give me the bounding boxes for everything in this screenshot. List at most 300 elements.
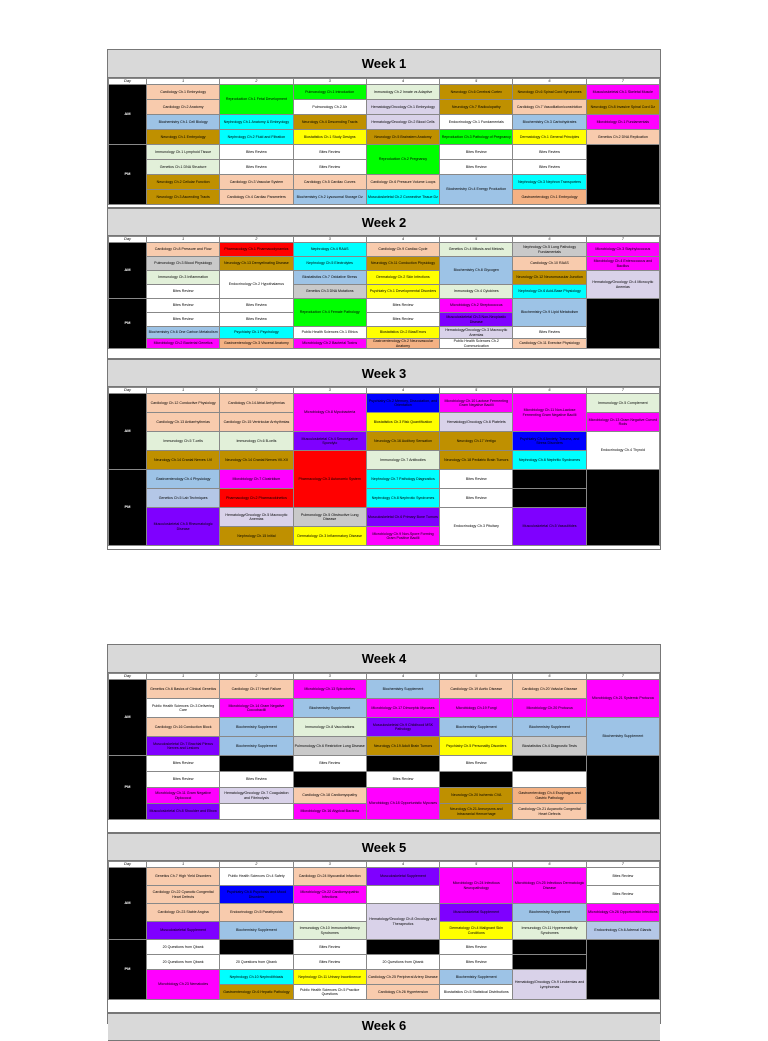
schedule-cell[interactable]: Neurology Ch.1 Embryology (147, 130, 220, 145)
day-label: Day (109, 388, 147, 394)
schedule-cell[interactable]: Bites Review (440, 940, 513, 955)
schedule-cell[interactable]: Gastroenterology Ch.1 Embryology (513, 190, 586, 205)
schedule-cell[interactable]: Public Health Sciences Ch.2 Communication (440, 339, 513, 349)
day-number: 4 (366, 388, 439, 394)
schedule-cell[interactable]: Cardiology Ch.21 Acyanotic Congenital Heart Defects (513, 804, 586, 820)
schedule-cell (366, 886, 439, 904)
schedule-cell[interactable]: Pharmacology Ch.3 Autonomic System (293, 451, 366, 508)
schedule-cell[interactable]: Microbiology Ch.24 Infectious Neuropathology (440, 868, 513, 904)
schedule-cell[interactable]: Neurology Ch.14 Cranial Nerves VII-XII (220, 451, 293, 470)
schedule-cell[interactable]: Cardiology Ch.22 Cyanotic Congenital Heart Defects (147, 886, 220, 904)
week-2-schedule (108, 236, 660, 349)
schedule-cell[interactable]: Musculoskeletal Ch.6 Primary Bone Tumors (366, 508, 439, 527)
day-number: 5 (440, 862, 513, 868)
week-5-title: Week 5 (108, 834, 660, 861)
schedule-cell[interactable]: Psychiatry Ch.1 Developmental Disorders (366, 285, 439, 299)
schedule-cell[interactable]: Cardiology Ch.3 Vascular System (220, 175, 293, 190)
schedule-cell[interactable]: Cardiology Ch.11 Exercise Physiology (513, 339, 586, 349)
schedule-cell[interactable]: Gastroenterology Ch.2 Neurovascular Anatomy (366, 339, 439, 349)
schedule-cell[interactable]: Bites Review (513, 327, 586, 339)
schedule-cell[interactable]: Cardiology Ch.10 RAAS (513, 257, 586, 271)
day-number: 5 (440, 237, 513, 243)
schedule-cell[interactable]: Neurology Ch.7 Radiculopathy (440, 100, 513, 115)
schedule-cell[interactable]: Bites Review (586, 868, 659, 886)
schedule-cell[interactable]: Immunology Ch.4 Cytokines (440, 285, 513, 299)
schedule-cell[interactable]: Cardiology Ch.12 Conductive Physiology (147, 394, 220, 413)
schedule-cell[interactable]: Microbiology Ch.21 Systemic Protozoa (586, 680, 659, 718)
day-number: 1 (147, 674, 220, 680)
day-number: 2 (220, 237, 293, 243)
day-number: 7 (586, 674, 659, 680)
schedule-cell[interactable]: Biochemistry Supplement (220, 718, 293, 737)
schedule-cell[interactable]: Immunology Ch.1 Lymphoid Tissue (147, 145, 220, 160)
day-number: 3 (293, 862, 366, 868)
schedule-cell[interactable]: Pulmonology Ch.3 Blood Physiology (147, 257, 220, 271)
schedule-cell[interactable]: Microbiology Ch.20 Protozoa (513, 699, 586, 718)
schedule-cell[interactable]: Endocrinology Ch.1 Fundamentals (440, 115, 513, 130)
schedule-cell[interactable]: Cardiology Ch.25 Peripheral Artery Disease (366, 970, 439, 985)
day-label: Day (109, 674, 147, 680)
schedule-cell[interactable]: Endocrinology Ch.4 Thyroid (586, 432, 659, 470)
day-label: Day (109, 862, 147, 868)
schedule-cell[interactable]: Biochemistry Ch.2 Lysosomal Storage Dz (293, 190, 366, 205)
schedule-cell[interactable]: Immunology Ch.8 Vaccinations (293, 718, 366, 737)
schedule-cell[interactable]: Genetics Ch.3 DNA Mutations (293, 285, 366, 299)
schedule-cell[interactable]: Bites Review (220, 313, 293, 327)
schedule-cell[interactable]: Dermatology Ch.3 Inflammatory Disease (293, 527, 366, 546)
schedule-cell[interactable]: Microbiology Ch.13 Spirochetes (293, 680, 366, 699)
week-4-block (107, 644, 661, 833)
schedule-cell[interactable]: Neurology Ch.17 Vertigo (440, 432, 513, 451)
schedule-cell[interactable]: Bites Review (440, 470, 513, 489)
schedule-cell[interactable]: Microbiology Ch.16 Atypical Bacteria (293, 804, 366, 820)
schedule-cell[interactable]: Nephrology Ch.15 Initial (220, 527, 293, 546)
schedule-cell[interactable]: Nephrology Ch.11 Urinary Incontinence (293, 970, 366, 985)
schedule-cell[interactable]: Musculoskeletal Supplement (440, 904, 513, 922)
day-number: 7 (586, 79, 659, 85)
day-number: 2 (220, 388, 293, 394)
schedule-cell[interactable]: Bites Review (293, 955, 366, 970)
pm-label: PM (109, 470, 147, 546)
schedule-cell[interactable]: Genetics Ch.4 Mitosis and Meiosis (440, 243, 513, 257)
schedule-cell[interactable]: Nephrology Ch.7 Pathology Diagnostics (366, 470, 439, 489)
schedule-cell[interactable]: Neurology Ch.16 Auditory Sensation (366, 432, 439, 451)
schedule-cell[interactable]: Hematology/Oncology Ch.6 Platelets (440, 413, 513, 432)
schedule-cell[interactable]: Biostatistics Ch.7 Oxidative Stress (293, 271, 366, 285)
schedule-cell[interactable]: Genetics Ch.2 DNA Replication (586, 130, 659, 145)
week-3-title: Week 3 (108, 360, 660, 387)
schedule-cell[interactable]: Bites Review (147, 299, 220, 313)
schedule-cell[interactable]: Cardiology Ch.24 Myocardial Infarction (293, 868, 366, 886)
schedule-cell[interactable]: 20 Questions from Qbank (440, 772, 513, 788)
schedule-cell[interactable]: Cardiology Ch.4 Cardiac Parameters (220, 190, 293, 205)
schedule-cell[interactable]: Microbiology Ch.9 Non-Spore Forming Gram Positive Bacilli (366, 527, 439, 546)
schedule-cell[interactable]: 20 Questions from Qbank (366, 756, 439, 772)
schedule-cell[interactable]: Cardiology Ch.19 Aortic Disease (440, 680, 513, 699)
schedule-cell[interactable]: Psychiatry Ch.6 Psychosis and Mood Disorders (220, 886, 293, 904)
schedule-cell[interactable]: Microbiology Ch.3 Staphylococcus (586, 243, 659, 257)
schedule-cell[interactable]: Gastroenterology Ch.3 Visceral Anatomy (220, 339, 293, 349)
off-day: OFF (586, 145, 659, 205)
schedule-cell[interactable]: Neurology Ch.3 Ascending Tracts (147, 190, 220, 205)
pm-label: PM (109, 940, 147, 1000)
schedule-cell[interactable]: Bites Review (220, 160, 293, 175)
schedule-cell[interactable]: Musculoskeletal Ch.2 Connective Tissue Dz (366, 190, 439, 205)
schedule-cell[interactable]: Musculoskeletal Ch.5 Vasculitides (513, 508, 586, 546)
week-6-title: Week 6 (108, 1014, 660, 1041)
am-label: AM (109, 868, 147, 940)
schedule-cell[interactable]: Microbiology Ch.10 Lactose Fermenting Gram Negative Bacilli (440, 394, 513, 413)
day-number: 4 (366, 237, 439, 243)
pm-label: PM (109, 756, 147, 820)
schedule-cell[interactable]: Neurology Ch.18 Pediatric Brain Tumors (440, 451, 513, 470)
schedule-cell[interactable]: Immunology Ch.11 Hypersensitivity Syndromes (513, 922, 586, 940)
schedule-cell[interactable]: Nephrology Ch.1 Anatomy & Embryology (220, 115, 293, 130)
schedule-cell[interactable]: Biochemistry Ch.8 Glycogen (440, 257, 513, 285)
schedule-cell[interactable]: Neurology Ch.14 Cranial Nerves I-VI (147, 451, 220, 470)
schedule-cell[interactable]: Nephrology Ch.10 Nephrolithiasis (220, 970, 293, 985)
schedule-cell[interactable]: Gastroenterology Ch.4 Physiology (147, 470, 220, 489)
schedule-cell[interactable]: Public Health Sciences Ch.5 Practice Questions (293, 985, 366, 1000)
schedule-cell[interactable]: Musculoskeletal Ch.7 Brachial Plexus Nerves and Lesions (147, 737, 220, 756)
day-number: 6 (513, 237, 586, 243)
schedule-cell[interactable]: Microbiology Ch.4 Enterococcus and Bacillus (586, 257, 659, 271)
schedule-cell[interactable]: Microbiology Ch.18 Opportunistic Mycoses (366, 788, 439, 820)
schedule-cell[interactable]: Neurology Ch.8 Invasive Spinal Cord Dz (586, 100, 659, 115)
schedule-cell[interactable]: Cardiology Ch.9 Cardiac Cycle (366, 243, 439, 257)
schedule-cell[interactable]: Cardiology Ch.18 Cardiomyopathy (293, 788, 366, 804)
am-label: AM (109, 85, 147, 145)
schedule-cell[interactable]: 20 Questions from Qbank (293, 772, 366, 788)
day-number: 6 (513, 862, 586, 868)
schedule-cell[interactable]: Dermatology Ch.1 General Principles (513, 130, 586, 145)
schedule-cell[interactable]: Biochemistry Ch.6 One Carbon Metabolism (147, 327, 220, 339)
schedule-cell[interactable]: Bites Review (513, 160, 586, 175)
schedule-cell[interactable]: Hematology/Oncology Ch.1 Embryology (366, 100, 439, 115)
schedule-cell[interactable]: 20 Questions from Qbank (513, 470, 586, 489)
schedule-cell[interactable]: Pulmonology Ch.6 Restrictive Lung Disease (293, 737, 366, 756)
schedule-cell[interactable]: Bites Review (366, 299, 439, 313)
schedule-cell[interactable]: Bites Review (147, 285, 220, 299)
schedule-cell[interactable]: 20 Questions from Qbank (147, 940, 220, 955)
schedule-cell[interactable]: Musculoskeletal Ch.3 Non-Neoplastic Disease (440, 313, 513, 327)
schedule-cell[interactable]: Hematology/Oncology Ch.7 Coagulation and Fibrinolysis (220, 788, 293, 804)
am-label: AM (109, 243, 147, 299)
schedule-cell[interactable]: Musculoskeletal Ch.1 Skeletal Muscle (586, 85, 659, 100)
schedule-cell[interactable]: Cardiology Ch.26 Hypertension (366, 985, 439, 1000)
schedule-cell[interactable]: Bites Review (586, 886, 659, 904)
schedule-cell[interactable]: Immunology Ch.7 Antibodies (366, 451, 439, 470)
schedule-cell[interactable]: Biochemistry Ch.4 Energy Production (440, 175, 513, 205)
schedule-cell[interactable]: Microbiology Ch.22 Cardiomyopathic Infections (293, 886, 366, 904)
day-number: 3 (293, 674, 366, 680)
schedule-cell[interactable]: 20 Questions from Qbank (513, 940, 586, 955)
schedule-cell[interactable]: Neurology Ch.2 Cellular Function (147, 175, 220, 190)
schedule-cell[interactable]: Immunology Ch.2 Innate vs Adaptive (366, 85, 439, 100)
schedule-cell[interactable]: 20 Questions from Qbank (220, 756, 293, 772)
schedule-cell[interactable]: Pharmacology Ch.1 Pharmacodynamics (220, 243, 293, 257)
schedule-cell[interactable]: Neurology Ch.21 Aneurysms and Intracranial Hemorrhage (440, 804, 513, 820)
schedule-cell[interactable]: Hematology/Oncology Ch.8 Oncology and Therapeutics (366, 904, 439, 940)
schedule-cell[interactable]: Bites Review (293, 145, 366, 160)
schedule-cell[interactable]: Bites Review (366, 313, 439, 327)
schedule-cell[interactable]: Dermatology Ch.4 Malignant Skin Conditions (440, 922, 513, 940)
schedule-cell[interactable]: Nephrology Ch.5 Electrolytes (293, 257, 366, 271)
schedule-cell[interactable]: Biostatistics Ch.2 Bias/Errors (366, 327, 439, 339)
schedule-cell[interactable]: Musculoskeletal Ch.9 Childhood MSK Pathology (366, 718, 439, 737)
week-1-block (107, 49, 661, 208)
schedule-cell[interactable]: Musculoskeletal Ch.8 Shoulder and Elbow (147, 804, 220, 820)
schedule-cell[interactable]: 20 Questions from Qbank (220, 955, 293, 970)
schedule-cell[interactable]: Cardiology Ch.1 Embryology (147, 85, 220, 100)
schedule-cell[interactable]: Biochemistry Supplement (586, 718, 659, 756)
schedule-cell[interactable]: Immunology Ch.10 Immunodeficiency Syndromes (293, 922, 366, 940)
schedule-cell[interactable]: Microbiology Ch.14 Gram Negative Coccobacilli (220, 699, 293, 718)
pm-label: PM (109, 299, 147, 349)
schedule-cell[interactable]: Biostatistics Ch.3 Risk Quantification (366, 413, 439, 432)
schedule-cell[interactable]: Neurology Ch.13 Demyelinating Disease (220, 257, 293, 271)
schedule-cell[interactable]: Nephrology Ch.6 Acid-Base Physiology (513, 285, 586, 299)
schedule-cell[interactable]: Neurology Ch.6 Cerebral Cortex (440, 85, 513, 100)
schedule-cell (220, 804, 293, 820)
week-2-title: Week 2 (108, 209, 660, 236)
schedule-cell[interactable]: Bites Review (293, 160, 366, 175)
schedule-cell[interactable]: Cardiology Ch.13 Antiarrhythmias (147, 413, 220, 432)
schedule-cell[interactable]: Genetics Ch.1 DNA Structure (147, 160, 220, 175)
schedule-cell[interactable]: Neurology Ch.20 Ischemic CVA (440, 788, 513, 804)
schedule-cell[interactable]: Microbiology Ch.11 Gram Negative Diplococci (147, 788, 220, 804)
schedule-cell[interactable]: Cardiology Ch.6 Pressure Volume Loops (366, 175, 439, 190)
schedule-cell[interactable]: Cardiology Ch.8 Pressure and Flow (147, 243, 220, 257)
day-number: 1 (147, 862, 220, 868)
schedule-cell[interactable]: Neurology Ch.5 Brainstem Anatomy (366, 130, 439, 145)
schedule-cell[interactable]: Pulmonology Ch.1 Introduction (293, 85, 366, 100)
day-number: 4 (366, 862, 439, 868)
schedule-cell[interactable]: Endocrinology Ch.3 Pituitary (440, 508, 513, 546)
schedule-cell[interactable]: Musculoskeletal Supplement (147, 922, 220, 940)
schedule-cell[interactable]: Musculoskeletal Ch.5 Rheumatologic Disease (147, 508, 220, 546)
schedule-cell[interactable]: Cardiology Ch.20 Valvular Disease (513, 680, 586, 699)
week-4-schedule (108, 673, 660, 820)
schedule-cell[interactable]: Nephrology Ch.3 Nephron Transporters (513, 175, 586, 190)
schedule-cell[interactable]: Bites Review (147, 772, 220, 788)
schedule-cell[interactable]: Microbiology Ch.11 Non-Lactose Fermenting Gram Negative Bacilli (513, 394, 586, 432)
schedule-cell[interactable]: Endocrinology Ch.5 Parathyroids (220, 904, 293, 922)
schedule-cell[interactable]: Biochemistry Supplement (440, 970, 513, 985)
off-day: OFF (586, 940, 659, 1000)
schedule-cell[interactable]: Biochemistry Supplement (366, 680, 439, 699)
day-number: 7 (586, 388, 659, 394)
schedule-cell[interactable]: Hematology/Oncology Ch.9 Leukemias and Lymphomas (513, 970, 586, 1000)
schedule-cell[interactable]: Microbiology Ch.23 Nematodes (147, 970, 220, 1000)
schedule-cell[interactable]: Bites Review (440, 756, 513, 772)
schedule-cell[interactable]: Neurology Ch.11 Conduction Physiology (366, 257, 439, 271)
schedule-cell[interactable]: Biochemistry Supplement (220, 922, 293, 940)
schedule-cell[interactable]: 20 Questions from Qbank (366, 940, 439, 955)
schedule-cell[interactable]: Biochemistry Ch.3 Carbohydrates (513, 115, 586, 130)
schedule-cell[interactable]: Gastroenterology Ch.6 Hepatic Pathology (220, 985, 293, 1000)
schedule-cell[interactable]: Bites Review (440, 160, 513, 175)
schedule-cell[interactable]: Neurology Ch.12 Neuromuscular Junction (513, 271, 586, 285)
day-number: 6 (513, 674, 586, 680)
schedule-cell[interactable]: Gastroenterology Ch.4 Esophagus and Gastric Pathology (513, 788, 586, 804)
schedule-cell[interactable]: Immunology Ch.6 B-cells (220, 432, 293, 451)
week-5-schedule (108, 861, 660, 1000)
schedule-cell[interactable]: Hematology/Oncology Ch.3 Macrocytic Anemias (440, 327, 513, 339)
schedule-cell[interactable]: Bites Review (440, 145, 513, 160)
schedule-cell[interactable]: Pharmacology Ch.2 Pharmacokinetics (220, 489, 293, 508)
week-4-title: Week 4 (108, 645, 660, 673)
off-day: OFF (586, 470, 659, 546)
day-number: 1 (147, 79, 220, 85)
schedule-cell[interactable]: Cardiology Ch.7 Vasodilation/constriction (513, 100, 586, 115)
week-1-schedule (108, 78, 660, 205)
week-5-block (107, 833, 661, 1013)
schedule-cell[interactable]: Neurology Ch.6 Spinal Cord Syndromes (513, 85, 586, 100)
schedule-cell[interactable]: Genetics Ch.5 Lab Techniques (147, 489, 220, 508)
schedule-cell[interactable]: Public Health Sciences Ch.3 Delivering Care (147, 699, 220, 718)
schedule-cell[interactable]: Psychiatry Ch.4 Anxiety, Trauma, and Stress Disorders (513, 432, 586, 451)
schedule-cell[interactable]: Reproduction Ch.4 Female Pathology (293, 299, 366, 327)
schedule-cell[interactable]: Bites Review (440, 489, 513, 508)
schedule-cell[interactable]: Genetics Ch.6 Basics of Clinical Genetics (147, 680, 220, 699)
schedule-cell[interactable]: Pulmonology Ch.2 Air (293, 100, 366, 115)
schedule-cell[interactable]: Bites Review (293, 756, 366, 772)
schedule-cell[interactable]: Biostatistics Ch.4 Diagnostic Tests (513, 737, 586, 756)
schedule-cell[interactable]: Biochemistry Ch.9 Lipid Metabolism (513, 299, 586, 327)
schedule-cell[interactable]: Immunology Ch.5 T-cells (147, 432, 220, 451)
schedule-cell[interactable]: Hematology/Oncology Ch.4 Microcytic Anemias (586, 271, 659, 299)
off-day: OFF (586, 299, 659, 349)
schedule-cell[interactable]: Nephrology Ch.5 Lung Pathology Fundamentals (513, 243, 586, 257)
schedule-cell (293, 904, 366, 922)
schedule-cell[interactable]: Microbiology Ch.7 Clostridium (220, 470, 293, 489)
schedule-cell[interactable]: Psychiatry Ch.1 Psychology (220, 327, 293, 339)
schedule-cell[interactable]: Bites Review (440, 955, 513, 970)
schedule-cell[interactable]: Cardiology Ch.17 Heart Failure (220, 680, 293, 699)
day-number: 6 (513, 388, 586, 394)
schedule-cell[interactable]: Biochemistry Supplement (513, 904, 586, 922)
schedule-cell[interactable]: 20 Questions from Qbank (220, 940, 293, 955)
schedule-cell[interactable]: Microbiology Ch.8 Mycobacteria (293, 394, 366, 432)
schedule-cell[interactable]: Pulmonology Ch.5 Obstructive Lung Disease (293, 508, 366, 527)
schedule-cell[interactable]: Microbiology Ch.1 Fundamentals (586, 115, 659, 130)
schedule-cell[interactable]: Genetics Ch.7 High Yield Disorders (147, 868, 220, 886)
schedule-cell[interactable]: Microbiology Ch.2 Bacterial Genetics (147, 339, 220, 349)
day-number: 7 (586, 862, 659, 868)
schedule-cell[interactable]: Microbiology Ch.17 Dimorphic Mycoses (366, 699, 439, 718)
schedule-cell[interactable]: Biochemistry Supplement (513, 718, 586, 737)
schedule-cell[interactable]: Nephrology Ch.8 Nephrotic Syndromes (366, 489, 439, 508)
schedule-cell[interactable]: Cardiology Ch.15 Ventricular Arrhythmias (220, 413, 293, 432)
schedule-cell[interactable]: Nephrology Ch.4 RAAS (293, 243, 366, 257)
schedule-cell[interactable]: Microbiology Ch.2 Bacterial Toxins (293, 339, 366, 349)
schedule-cell[interactable]: Cardiology Ch.5 Cardiac Curves (293, 175, 366, 190)
schedule-cell[interactable]: Immunology Ch.5 Complement (586, 394, 659, 413)
am-label: AM (109, 680, 147, 756)
schedule-cell[interactable]: Reproduction Ch.3 Pathology of Pregnancy (440, 130, 513, 145)
day-number: 1 (147, 388, 220, 394)
schedule-cell[interactable]: Microbiology Ch.13 Gram Negative Curved Rods (586, 413, 659, 432)
pm-label: PM (109, 145, 147, 205)
day-number: 5 (440, 79, 513, 85)
schedule-cell[interactable]: Public Health Sciences Ch.1 Ethics (293, 327, 366, 339)
schedule-cell[interactable]: Microbiology Ch.26 Opportunistic Infections (586, 904, 659, 922)
schedule-cell[interactable]: Bites Review (220, 772, 293, 788)
schedule-cell[interactable]: 20 Questions from Qbank (366, 955, 439, 970)
schedule-cell[interactable]: 20 Questions from Qbank (513, 756, 586, 772)
schedule-cell[interactable]: 20 Questions from Qbank (147, 955, 220, 970)
day-number: 4 (366, 79, 439, 85)
schedule-cell[interactable]: Musculoskeletal Ch.4 Seronegative Spondylo (293, 432, 366, 451)
schedule-cell[interactable]: Biochemistry Ch.1 Cell Biology (147, 115, 220, 130)
schedule-cell[interactable]: Biochemistry Supplement (440, 718, 513, 737)
schedule-cell[interactable]: Biostatistics Ch.5 Statistical Distributions (440, 985, 513, 1000)
schedule-cell[interactable]: Hematology/Oncology Ch.5 Macrocytic Anemias (220, 508, 293, 527)
day-number: 5 (440, 674, 513, 680)
schedule-cell[interactable]: Cardiology Ch.2 Anatomy (147, 100, 220, 115)
schedule-cell[interactable]: Musculoskeletal Supplement (366, 868, 439, 886)
day-number: 1 (147, 237, 220, 243)
schedule-cell[interactable]: Nephrology Ch.2 Fluid and Filtration (220, 130, 293, 145)
week-2-block (107, 208, 661, 359)
schedule-cell[interactable]: Bites Review (147, 313, 220, 327)
schedule-cell[interactable]: Bites Review (220, 145, 293, 160)
day-number: 3 (293, 388, 366, 394)
schedule-cell[interactable]: Immunology Ch.3 Inflammation (147, 271, 220, 285)
day-label: Day (109, 79, 147, 85)
schedule-cell[interactable]: Microbiology Ch.2 Streptococcus (440, 299, 513, 313)
schedule-cell[interactable]: Endocrinology Ch.2 Hypothalamus (220, 271, 293, 299)
schedule-cell[interactable]: Reproduction Ch.1 Fetal Development (220, 85, 293, 115)
day-number: 5 (440, 388, 513, 394)
day-number: 3 (293, 237, 366, 243)
schedule-cell[interactable]: Bites Review (220, 299, 293, 313)
schedule-cell[interactable]: Microbiology Ch.25 Infectious Dermatologic Disease (513, 868, 586, 904)
schedule-cell[interactable]: Bites Review (293, 940, 366, 955)
day-number: 2 (220, 79, 293, 85)
schedule-cell[interactable]: Microbiology Ch.19 Fungi (440, 699, 513, 718)
schedule-cell[interactable]: Biochemistry Supplement (220, 737, 293, 756)
schedule-cell[interactable]: Endocrinology Ch.6 Adrenal Glands (586, 922, 659, 940)
schedule-cell[interactable]: Bites Review (366, 772, 439, 788)
schedule-cell[interactable]: Neurology Ch.19 Adult Brain Tumors (366, 737, 439, 756)
week-3-block (107, 359, 661, 550)
day-number: 4 (366, 674, 439, 680)
schedule-cell[interactable]: Reproduction Ch.2 Pregnancy (366, 145, 439, 175)
schedule-cell[interactable]: Biostatistics Ch.1 Study Designs (293, 130, 366, 145)
schedule-cell[interactable]: Neurology Ch.4 Descending Tracts (293, 115, 366, 130)
schedule-cell[interactable]: Psychiatry Ch.5 Personality Disorders (440, 737, 513, 756)
off-day: OFF (586, 756, 659, 820)
schedule-cell[interactable]: 20 Questions from Qbank (513, 955, 586, 970)
schedule-cell[interactable]: Cardiology Ch.14 Atrial Arrhythmias (220, 394, 293, 413)
schedule-cell[interactable]: Nephrology Ch.6 Nephritic Syndromes (513, 451, 586, 470)
schedule-cell[interactable]: Psychiatry Ch.2 Memory, Dissociation, and Orientation (366, 394, 439, 413)
day-number: 2 (220, 862, 293, 868)
schedule-cell[interactable]: Cardiology Ch.23 Stable Angina (147, 904, 220, 922)
schedule-cell[interactable]: 20 Questions from Qbank (513, 489, 586, 508)
schedule-cell[interactable]: Public Health Sciences Ch.4 Safety (220, 868, 293, 886)
schedule-cell[interactable]: Bites Review (147, 756, 220, 772)
schedule-cell[interactable]: Cardiology Ch.16 Conduction Block (147, 718, 220, 737)
schedule-cell[interactable]: Bites Review (513, 145, 586, 160)
schedule-cell[interactable]: Dermatology Ch.2 Skin Infections (366, 271, 439, 285)
schedule-cell[interactable]: Biochemistry Supplement (293, 699, 366, 718)
week-1-title: Week 1 (108, 50, 660, 78)
schedule-cell[interactable]: Hematology/Oncology Ch.2 Blood Cells (366, 115, 439, 130)
day-number: 2 (220, 674, 293, 680)
